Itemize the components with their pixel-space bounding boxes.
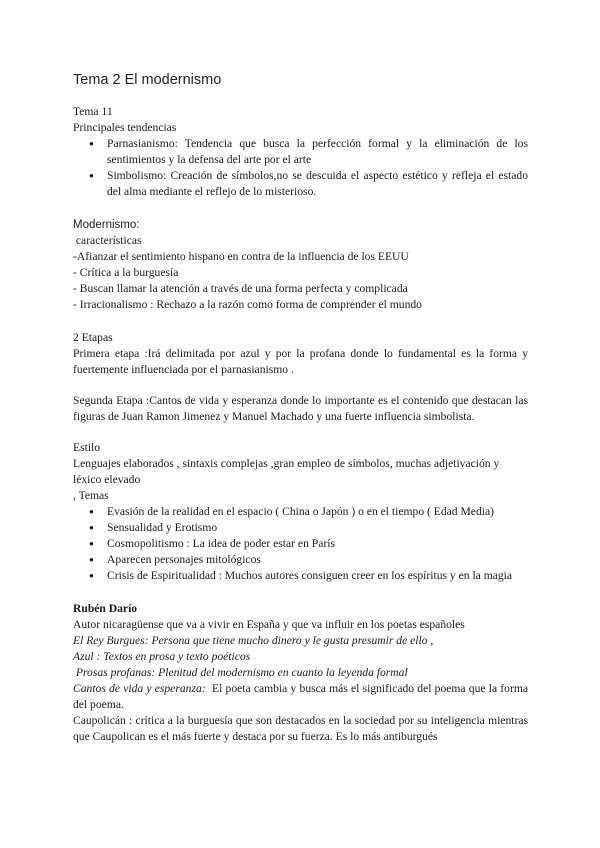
paragraph-cantos	[73, 681, 531, 713]
section-heading: 2 Etapas	[73, 331, 113, 344]
section-caracteristicas	[73, 233, 528, 313]
page-title: Tema 2 El modernismo	[73, 72, 222, 88]
paragraph-segunda-etapa: Segunda Etapa :Cantos de vida y esperanza donde lo importante es el contenido que destacan las figuras de Juan Ramon Jimenez y Manuel Machado y una fuerte influencia simbolista.	[73, 394, 528, 423]
section-ruben-dario	[73, 601, 531, 745]
section-heading: Rubén Darío	[73, 602, 138, 615]
list-item: ● Evasión de la realidad en el espacio ( China o Japón ) o en el tiempo ( Edad Media)	[73, 504, 528, 520]
section-subheading: características	[73, 234, 142, 247]
section-subheading: , Temas	[73, 489, 109, 502]
list-item: - Crítica a la burguesía	[73, 266, 179, 279]
paragraph-intro: Autor nicaragüense que va a vivir en España y que va influir en los poetas españoles	[73, 618, 465, 631]
section-estilo	[73, 440, 528, 584]
list-item: ● Cosmopolitismo : La idea de poder estar en París	[73, 536, 528, 552]
paragraph-primera-etapa: Primera etapa :Irá delimitada por azul y por la profana donde lo fundamental es la forma y fuertemente influenciada por el parnasianismo .	[73, 347, 528, 376]
work-prosas-profanas: Prosas profanas: Plenitud del modernismo en cuanto la leyenda formal	[73, 666, 408, 679]
section-modernismo	[73, 217, 528, 233]
list-item: - Buscan llamar la atención a través de una forma perfecta y complicada	[73, 282, 408, 295]
section-segunda-etapa	[73, 393, 528, 425]
tendencias-list	[73, 136, 528, 200]
list-item: ● Simbolismo: Creación de símbolos,no se descuida el aspecto estético y refleja el estado del alma mediante el reflejo de lo misterioso.	[73, 168, 528, 200]
cantos-text: El poeta cambia y busca más el significado del poema que la forma del poema.	[73, 682, 531, 711]
list-item: ● Crisis de Espiritualidad : Muchos autores consiguen creer en los espíritus y en la magia	[73, 568, 528, 584]
section-heading: Estilo	[73, 441, 101, 454]
list-item: ● Aparecen personajes mitológicos	[73, 552, 528, 568]
section-heading: Modernismo:	[73, 219, 140, 231]
paragraph-estilo: Lenguajes elaborados , sintaxis complejas ,gran empleo de símbolos, muchas adjetivación y léxico elevado	[73, 457, 500, 486]
section-subheading: Principales tendencias	[73, 121, 177, 134]
list-item: ● Parnasianismo: Tendencia que busca la perfección formal y la eliminación de los sentimientos y la defensa del arte por el arte	[73, 136, 528, 168]
list-item: -Afianzar el sentimiento hispano en contra de la influencia de los EEUU	[73, 250, 409, 263]
work-rey-burgues: El Rey Burgues: Persona que tiene mucho dinero y le gusta presumir de ello ,	[73, 634, 434, 647]
work-cantos-title: Cantos de vida y esperanza:	[73, 682, 206, 695]
section-tendencias	[73, 104, 528, 200]
work-azul: Azul : Textos en prosa y texto poéticos	[73, 650, 251, 663]
section-etapas	[73, 330, 528, 378]
section-heading: Tema 11	[73, 105, 113, 118]
temas-list	[73, 504, 528, 584]
list-item: ● Sensualidad y Erotismo	[73, 520, 528, 536]
list-item: - Irracionalismo : Rechazo a la razón como forma de comprender el mundo	[73, 298, 422, 311]
paragraph-caupolican: Caupolicán : crítica a la burguesía que son destacados en la sociedad por su inteligencia mientras que Caupolican es el más fuerte y destaca por su fuerza. Es lo más antiburgués	[73, 714, 528, 743]
